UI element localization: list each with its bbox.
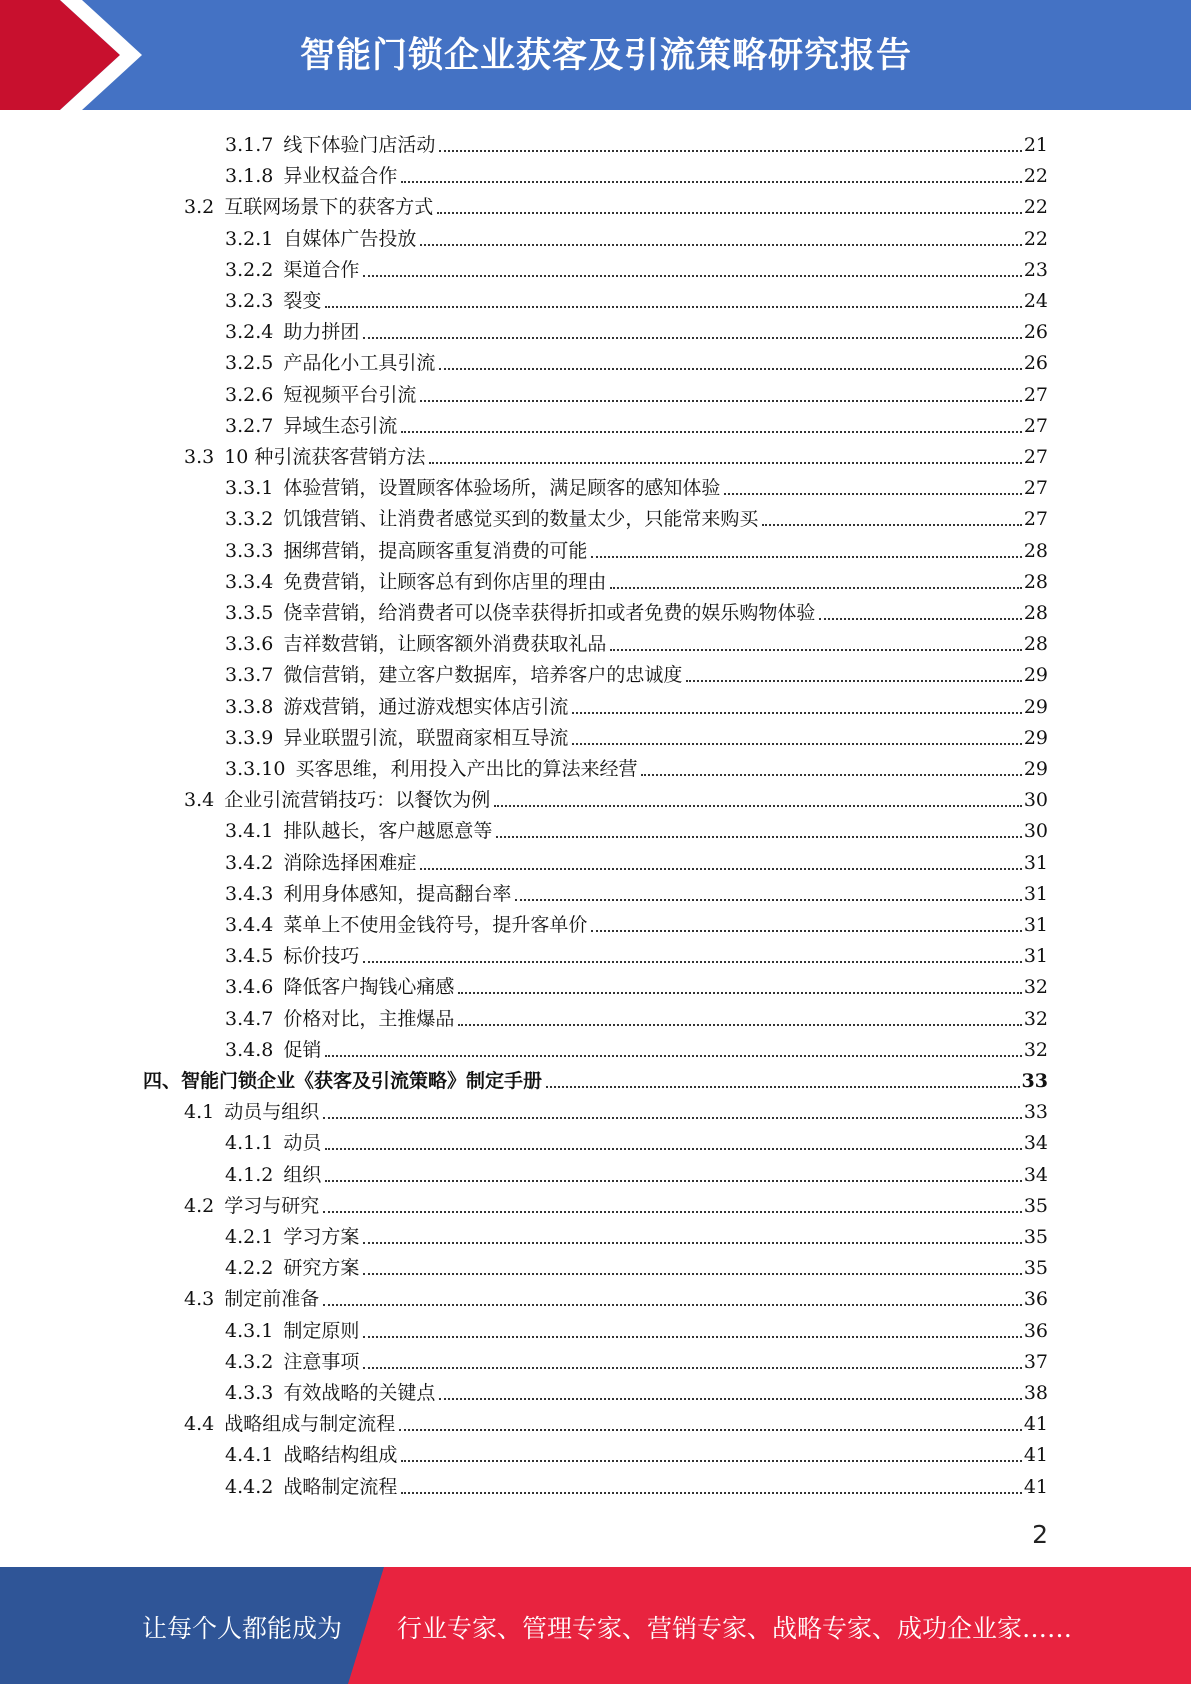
toc-entry-title: 动员: [283, 1132, 322, 1155]
toc-entry-number: 4.3.3: [225, 1382, 274, 1404]
toc-entry-number: 4.3.1: [225, 1319, 274, 1342]
toc-entry-title: 异域生态引流: [283, 414, 398, 437]
toc-entry-title: 战略结构组成: [283, 1444, 398, 1467]
toc-entry[interactable]: [225, 127, 1048, 158]
toc-entry-title: 侥幸营销，给消费者可以侥幸获得折扣或者免费的娱乐购物体验: [283, 602, 816, 624]
toc-leader-dots: [439, 368, 1021, 370]
toc-entry-page: 28: [1023, 539, 1048, 562]
toc-leader-dots: [363, 1273, 1021, 1275]
toc-leader-dots: [420, 400, 1021, 402]
toc-leader-dots: [429, 462, 1021, 464]
toc-leader-dots: [363, 337, 1021, 339]
toc-entry-page: 28: [1023, 570, 1048, 593]
toc-entry[interactable]: [143, 1063, 1048, 1094]
toc-entry-number: 4.4: [184, 1413, 215, 1436]
toc-entry[interactable]: [184, 1094, 1048, 1125]
toc-entry-title: 异业联盟引流，联盟商家相互导流: [283, 726, 569, 749]
toc-entry-page: 31: [1023, 945, 1048, 968]
toc-leader-dots: [641, 774, 1021, 776]
toc-entry-title: 四、智能门锁企业《获客及引流策略》制定手册: [143, 1070, 543, 1092]
toc-leader-dots: [437, 212, 1022, 214]
toc-entry-number: 3.2.1: [225, 227, 274, 250]
toc-leader-dots: [496, 836, 1021, 838]
toc-entry[interactable]: [225, 408, 1048, 439]
toc-entry[interactable]: [225, 1437, 1048, 1468]
toc-entry-page: 30: [1023, 789, 1048, 812]
toc-entry-page: 41: [1023, 1444, 1048, 1467]
toc-entry-page: 34: [1023, 1163, 1048, 1186]
toc-leader-dots: [458, 1024, 1021, 1026]
toc-entry-title: 线下体验门店活动: [283, 134, 436, 156]
toc-entry-page: 41: [1023, 1413, 1048, 1436]
toc-entry[interactable]: [225, 626, 1048, 657]
toc-entry-page: 38: [1023, 1382, 1048, 1404]
toc-entry-page: 22: [1023, 227, 1048, 250]
toc-entry-title: 企业引流营销技巧：以餐饮为例: [224, 789, 491, 812]
toc-entry[interactable]: [225, 564, 1048, 595]
footer-slogan-right: 行业专家、管理专家、营销专家、战略专家、成功企业家……: [397, 1614, 1073, 1643]
toc-leader-dots: [399, 1429, 1022, 1431]
toc-entry[interactable]: [225, 720, 1048, 751]
toc-entry-number: 4.1.1: [225, 1132, 274, 1155]
toc-entry-page: 28: [1023, 633, 1048, 656]
toc-entry-title: 裂变: [283, 290, 322, 312]
toc-entry-page: 33: [1023, 1101, 1048, 1124]
toc-entry[interactable]: [225, 1219, 1048, 1250]
toc-entry-title: 注意事项: [283, 1350, 360, 1373]
toc-leader-dots: [591, 556, 1021, 558]
toc-entry[interactable]: [225, 907, 1048, 938]
toc-entry-number: 4.1.2: [225, 1163, 274, 1186]
toc-entry-title: 学习方案: [283, 1226, 360, 1248]
toc-entry-number: 3.2: [184, 196, 215, 219]
toc-entry-page: 33: [1021, 1070, 1048, 1092]
toc-entry-page: 22: [1023, 196, 1048, 219]
toc-entry-number: 3.2.2: [225, 258, 274, 281]
toc-entry-page: 22: [1023, 165, 1048, 188]
toc-entry-title: 体验营销，设置顾客体验场所，满足顾客的感知体验: [283, 477, 721, 500]
toc-leader-dots: [363, 1336, 1021, 1338]
footer-slogan-left: 让每个人都能成为: [142, 1614, 343, 1643]
toc-entry-page: 36: [1023, 1288, 1048, 1311]
toc-entry-page: 26: [1023, 352, 1048, 375]
toc-leader-dots: [363, 961, 1021, 963]
toc-entry-title: 制定原则: [283, 1319, 360, 1342]
toc-entry[interactable]: [225, 969, 1048, 1000]
toc-entry-number: 3.3.8: [225, 695, 274, 718]
toc-entry-page: 32: [1023, 1038, 1048, 1061]
toc-entry-title: 学习与研究: [224, 1194, 320, 1217]
toc-entry-number: 3.4: [184, 789, 215, 812]
toc-entry-title: 排队越长，客户越愿意等: [283, 820, 493, 843]
toc-entry-title: 战略制定流程: [283, 1475, 398, 1498]
toc-entry[interactable]: [225, 813, 1048, 844]
toc-entry-title: 降低客户掏钱心痛感: [283, 976, 455, 999]
toc-entry-page: 35: [1023, 1194, 1048, 1217]
toc-entry-number: 3.4.7: [225, 1007, 274, 1030]
toc-leader-dots: [686, 680, 1021, 682]
toc-entry-page: 27: [1023, 383, 1048, 406]
toc-entry-number: 3.1.8: [225, 165, 274, 188]
toc-entry-page: 29: [1023, 726, 1048, 749]
toc-entry-number: 3.3: [184, 446, 215, 468]
toc-entry[interactable]: [225, 1313, 1048, 1344]
toc-entry-page: 35: [1023, 1226, 1048, 1248]
toc-entry-page: 31: [1023, 882, 1048, 905]
toc-entry[interactable]: [225, 470, 1048, 501]
toc-entry-number: 3.2.7: [225, 414, 274, 437]
toc-entry-title: 捆绑营销，提高顾客重复消费的可能: [283, 539, 588, 562]
toc-entry[interactable]: [225, 751, 1048, 782]
toc-entry-title: 微信营销，建立客户数据库，培养客户的忠诚度: [283, 664, 683, 687]
toc-entry[interactable]: [225, 845, 1048, 876]
toc-leader-dots: [591, 930, 1021, 932]
toc-entry-number: 3.4.6: [225, 976, 274, 999]
toc-entry-title: 吉祥数营销，让顾客额外消费获取礼品: [283, 633, 607, 656]
toc-leader-dots: [363, 1367, 1021, 1369]
toc-entry-number: 4.3: [184, 1288, 215, 1311]
toc-entry-page: 32: [1023, 1007, 1048, 1030]
toc-leader-dots: [572, 743, 1021, 745]
toc-entry-title: 10 种引流获客营销方法: [224, 446, 426, 468]
toc-entry-title: 促销: [283, 1038, 322, 1061]
toc-entry-page: 21: [1023, 134, 1048, 156]
toc-entry-title: 免费营销，让顾客总有到你店里的理由: [283, 570, 607, 593]
toc-leader-dots: [363, 1242, 1021, 1244]
toc-leader-dots: [401, 1492, 1021, 1494]
toc-entry[interactable]: [184, 1188, 1048, 1219]
toc-entry-title: 消除选择困难症: [283, 851, 417, 874]
toc-entry-number: 4.2: [184, 1194, 215, 1217]
toc-leader-dots: [323, 1117, 1022, 1119]
page-header: [0, 0, 1191, 110]
toc-leader-dots: [494, 805, 1022, 807]
toc-entry-page: 35: [1023, 1257, 1048, 1280]
toc-entry-title: 标价技巧: [283, 945, 360, 968]
toc-entry[interactable]: [225, 533, 1048, 564]
toc-entry[interactable]: [225, 1250, 1048, 1281]
toc-entry-title: 利用身体感知，提高翻台率: [283, 882, 512, 905]
toc-leader-dots: [325, 1148, 1021, 1150]
toc-entry-page: 29: [1023, 695, 1048, 718]
toc-entry-title: 助力拼团: [283, 321, 360, 344]
toc-entry[interactable]: [184, 1281, 1048, 1312]
toc-leader-dots: [323, 1211, 1022, 1213]
toc-entry-page: 37: [1023, 1350, 1048, 1373]
toc-entry-number: 3.3.5: [225, 602, 274, 624]
toc-entry[interactable]: [225, 1001, 1048, 1032]
toc-entry-title: 短视频平台引流: [283, 383, 417, 406]
toc-entry-title: 自媒体广告投放: [283, 227, 417, 250]
toc-entry-number: 3.3.4: [225, 570, 274, 593]
toc-entry-number: 4.1: [184, 1101, 215, 1124]
toc-entry[interactable]: [225, 252, 1048, 283]
toc-entry-title: 制定前准备: [224, 1288, 320, 1311]
toc-entry-title: 渠道合作: [283, 258, 360, 281]
toc-entry-number: 3.3.9: [225, 726, 274, 749]
toc-entry-number: 4.2.1: [225, 1226, 274, 1248]
page-footer: [0, 1567, 1191, 1684]
toc-leader-dots: [515, 899, 1021, 901]
toc-entry-title: 买客思维，利用投入产出比的算法来经营: [295, 758, 638, 780]
toc-entry-number: 3.3.6: [225, 633, 274, 656]
toc-leader-dots: [323, 1304, 1022, 1306]
toc-entry[interactable]: [225, 876, 1048, 907]
toc-entry-number: 3.4.8: [225, 1038, 274, 1061]
toc-entry-number: 3.3.3: [225, 539, 274, 562]
toc-entry[interactable]: [184, 439, 1048, 470]
toc-entry[interactable]: [225, 158, 1048, 189]
toc-entry[interactable]: [225, 1125, 1048, 1156]
toc-leader-dots: [325, 1180, 1021, 1182]
toc-entry-page: 29: [1023, 758, 1048, 780]
toc-entry[interactable]: [184, 189, 1048, 220]
toc-entry-number: 3.3.7: [225, 664, 274, 687]
toc-entry-number: 4.4.2: [225, 1475, 274, 1498]
toc-entry-page: 27: [1023, 414, 1048, 437]
toc-entry[interactable]: [225, 1157, 1048, 1188]
toc-entry-number: 3.3.10: [225, 758, 286, 780]
toc-entry-page: 24: [1023, 290, 1048, 312]
toc-entry-number: 4.2.2: [225, 1257, 274, 1280]
toc-entry[interactable]: [225, 345, 1048, 376]
toc-entry-title: 价格对比，主推爆品: [283, 1007, 455, 1030]
toc-leader-dots: [610, 587, 1021, 589]
toc-entry[interactable]: [225, 689, 1048, 720]
toc-leader-dots: [439, 150, 1021, 152]
toc-entry-page: 27: [1023, 446, 1048, 468]
toc-entry-title: 互联网场景下的获客方式: [224, 196, 434, 219]
page-number: 2: [1032, 1520, 1048, 1549]
toc-entry-title: 组织: [283, 1163, 322, 1186]
toc-entry-title: 战略组成与制定流程: [224, 1413, 396, 1436]
toc-entry-page: 29: [1023, 664, 1048, 687]
toc-leader-dots: [325, 306, 1021, 308]
toc-entry-page: 27: [1023, 508, 1048, 531]
toc-entry[interactable]: [225, 1032, 1048, 1063]
toc-entry-page: 27: [1023, 477, 1048, 500]
toc-entry-number: 3.4.5: [225, 945, 274, 968]
toc-entry-number: 3.2.3: [225, 290, 274, 312]
toc-entry-page: 32: [1023, 976, 1048, 999]
toc-entry-title: 游戏营销，通过游戏想实体店引流: [283, 695, 569, 718]
toc-entry-page: 31: [1023, 914, 1048, 936]
toc-entry[interactable]: [225, 377, 1048, 408]
toc-entry-title: 产品化小工具引流: [283, 352, 436, 375]
toc-entry-title: 异业权益合作: [283, 165, 398, 188]
toc-entry-page: 30: [1023, 820, 1048, 843]
toc-entry[interactable]: [225, 501, 1048, 532]
toc-entry[interactable]: [225, 938, 1048, 969]
toc-leader-dots: [762, 524, 1021, 526]
toc-entry[interactable]: [225, 1344, 1048, 1375]
toc-leader-dots: [420, 868, 1021, 870]
toc-entry[interactable]: [225, 1375, 1048, 1406]
toc-entry-number: 3.4.3: [225, 882, 274, 905]
toc-entry[interactable]: [225, 283, 1048, 314]
toc-entry-number: 3.3.2: [225, 508, 274, 531]
toc-leader-dots: [401, 431, 1021, 433]
toc-entry-number: 3.2.6: [225, 383, 274, 406]
toc-leader-dots: [325, 1055, 1021, 1057]
toc-entry-page: 41: [1023, 1475, 1048, 1498]
toc-entry-number: 3.4.1: [225, 820, 274, 843]
toc-entry-page: 36: [1023, 1319, 1048, 1342]
toc-entry-number: 3.1.7: [225, 134, 274, 156]
toc-leader-dots: [401, 1460, 1021, 1462]
toc-entry-number: 4.3.2: [225, 1350, 274, 1373]
toc-entry-number: 4.4.1: [225, 1444, 274, 1467]
toc-leader-dots: [572, 712, 1021, 714]
toc-entry[interactable]: [184, 1406, 1048, 1437]
report-title: 智能门锁企业获客及引流策略研究报告: [300, 36, 913, 76]
toc-entry-number: 3.3.1: [225, 477, 274, 500]
toc-leader-dots: [724, 493, 1021, 495]
toc-leader-dots: [610, 649, 1021, 651]
toc-entry-number: 3.2.5: [225, 352, 274, 375]
toc-leader-dots: [546, 1086, 1020, 1088]
toc-leader-dots: [819, 618, 1021, 620]
toc-leader-dots: [401, 181, 1021, 183]
toc-entry-title: 研究方案: [283, 1257, 360, 1280]
toc-entry[interactable]: [225, 221, 1048, 252]
toc-entry-title: 动员与组织: [224, 1101, 320, 1124]
toc-entry-page: 28: [1023, 602, 1048, 624]
toc-leader-dots: [363, 275, 1021, 277]
toc-leader-dots: [458, 992, 1021, 994]
toc-entry-page: 26: [1023, 321, 1048, 344]
toc-entry[interactable]: [225, 314, 1048, 345]
toc-entry-title: 菜单上不使用金钱符号，提升客单价: [283, 914, 588, 936]
toc-entry-page: 31: [1023, 851, 1048, 874]
toc-entry[interactable]: [225, 657, 1048, 688]
toc-entry-title: 有效战略的关键点: [283, 1382, 436, 1404]
toc-entry-number: 3.2.4: [225, 321, 274, 344]
toc-leader-dots: [439, 1398, 1021, 1400]
toc-entry-number: 3.4.2: [225, 851, 274, 874]
toc-entry-page: 23: [1023, 258, 1048, 281]
toc-entry-title: 饥饿营销、让消费者感觉买到的数量太少，只能常来购买: [283, 508, 759, 531]
toc-entry-number: 3.4.4: [225, 914, 274, 936]
toc-leader-dots: [420, 244, 1021, 246]
toc-entry[interactable]: [225, 1469, 1048, 1500]
toc-entry[interactable]: [225, 595, 1048, 626]
toc-entry-page: 34: [1023, 1132, 1048, 1155]
toc-entry[interactable]: [184, 782, 1048, 813]
